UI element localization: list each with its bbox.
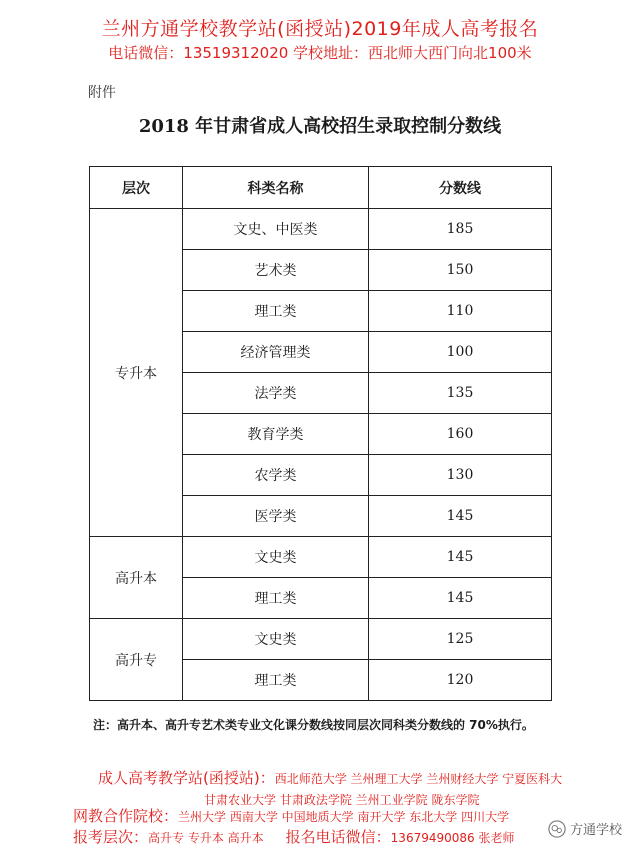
table-header-row [90, 167, 552, 209]
level-cell: 高升本 [90, 537, 183, 619]
level-cell: 专升本 [90, 209, 183, 537]
column-header-level: 层次 [90, 167, 183, 209]
category-cell: 理工类 [183, 578, 369, 619]
stations-label: 成人高考教学站(函授站)： [98, 769, 275, 787]
category-cell: 文史类 [183, 537, 369, 578]
levels-list: 高升专 专升本 高升本 [148, 831, 264, 845]
category-cell: 文史、中医类 [183, 209, 369, 250]
column-header-category: 科类名称 [183, 167, 369, 209]
footer-partners [73, 805, 509, 826]
footer-stations [98, 767, 562, 788]
partners-list: 兰州大学 西南大学 中国地质大学 南开大学 东北大学 四川大学 [178, 810, 510, 824]
table-row [90, 209, 552, 250]
attachment-label: 附件 [88, 85, 116, 101]
score-cell: 145 [369, 537, 552, 578]
score-table [89, 166, 552, 701]
header-title: 兰州方通学校教学站(函授站)2019年成人高考报名 [101, 18, 539, 40]
footer-levels [73, 826, 514, 847]
score-cell: 150 [369, 250, 552, 291]
category-cell: 农学类 [183, 455, 369, 496]
score-cell: 135 [369, 373, 552, 414]
score-cell: 145 [369, 496, 552, 537]
table-row [90, 619, 552, 660]
category-cell: 艺术类 [183, 250, 369, 291]
category-cell: 教育学类 [183, 414, 369, 455]
watermark-text: 方通学校 [569, 823, 622, 838]
category-cell: 理工类 [183, 291, 369, 332]
table-note: 注：高升本、高升专艺术类专业文化课分数线按同层次同科类分数线的 70%执行。 [93, 718, 534, 732]
partners-label: 网教合作院校： [73, 807, 179, 825]
score-cell: 130 [369, 455, 552, 496]
category-cell: 医学类 [183, 496, 369, 537]
score-cell: 185 [369, 209, 552, 250]
levels-label: 报考层次： [73, 828, 149, 846]
score-cell: 160 [369, 414, 552, 455]
score-cell: 110 [369, 291, 552, 332]
page-title: 2018 年甘肃省成人高校招生录取控制分数线 [138, 116, 502, 137]
wechat-icon [548, 820, 566, 838]
score-cell: 145 [369, 578, 552, 619]
category-cell: 法学类 [183, 373, 369, 414]
level-cell: 高升专 [90, 619, 183, 701]
score-cell: 100 [369, 332, 552, 373]
phone-value: 13679490086 张老师 [390, 831, 515, 845]
stations-line-2: 甘肃农业大学 甘肃政法学院 兰州工业学院 陇东学院 [204, 793, 480, 807]
category-cell: 理工类 [183, 660, 369, 701]
table-row [90, 537, 552, 578]
category-cell: 经济管理类 [183, 332, 369, 373]
header-contact: 电话微信：13519312020 学校地址：西北师大西门向北100米 [108, 44, 532, 62]
phone-label: 报名电话微信： [285, 828, 391, 846]
watermark [548, 819, 622, 838]
score-cell: 125 [369, 619, 552, 660]
score-cell: 120 [369, 660, 552, 701]
column-header-score: 分数线 [369, 167, 552, 209]
stations-line-1: 西北师范大学 兰州理工大学 兰州财经大学 宁夏医科大 [274, 772, 563, 786]
category-cell: 文史类 [183, 619, 369, 660]
